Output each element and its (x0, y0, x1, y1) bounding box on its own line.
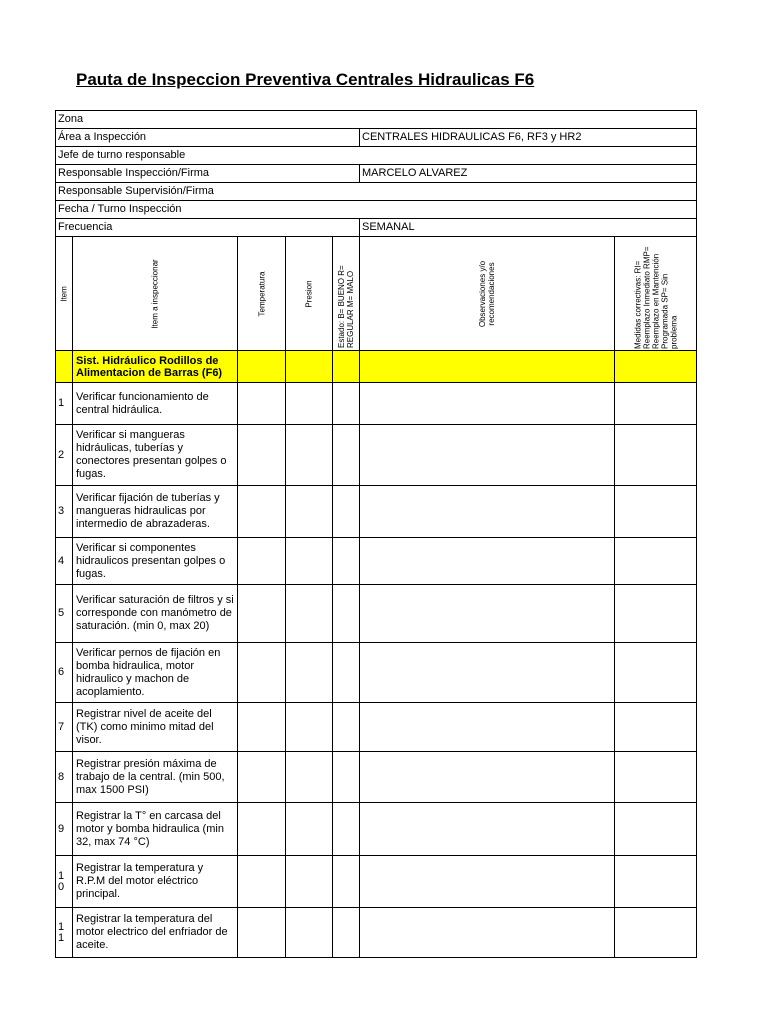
medidas-cell[interactable] (615, 908, 697, 958)
info-label: Zona (56, 111, 697, 129)
observaciones-cell[interactable] (360, 703, 615, 752)
observaciones-cell[interactable] (360, 908, 615, 958)
estado-cell[interactable] (333, 486, 360, 538)
medidas-cell[interactable] (615, 538, 697, 585)
item-description: Registrar la temperatura del motor electrico del enfriador de aceite. (73, 908, 238, 958)
table-row (56, 703, 697, 752)
temperatura-cell[interactable] (238, 425, 286, 486)
presion-cell[interactable] (286, 908, 333, 958)
estado-cell[interactable] (333, 856, 360, 908)
inspection-table (55, 110, 697, 958)
column-header-estado: Estado: B= BUENO R= REGULAR M= MALO (333, 237, 360, 351)
item-number: 6 (56, 643, 73, 703)
observaciones-cell[interactable] (360, 538, 615, 585)
estado-cell[interactable] (333, 908, 360, 958)
info-label: Responsable Supervisión/Firma (56, 183, 697, 201)
section-row (56, 351, 697, 383)
table-row (56, 486, 697, 538)
observaciones-cell[interactable] (360, 383, 615, 425)
estado-cell[interactable] (333, 383, 360, 425)
item-description: Verificar fijación de tuberías y mangueras hidraulicas por intermedio de abrazaderas. (73, 486, 238, 538)
estado-cell[interactable] (333, 585, 360, 643)
temperatura-cell[interactable] (238, 856, 286, 908)
table-row (56, 425, 697, 486)
column-header-row (56, 237, 697, 351)
presion-cell[interactable] (286, 585, 333, 643)
item-description: Registrar la T° en carcasa del motor y bomba hidraulica (min 32, max 74 °C) (73, 803, 238, 856)
item-number: 1 (56, 383, 73, 425)
column-header-temperatura: Temperatura (238, 237, 286, 351)
estado-cell[interactable] (333, 803, 360, 856)
item-description: Verificar saturación de filtros y si corresponde con manómetro de saturación. (min 0, max 20) (73, 585, 238, 643)
presion-cell[interactable] (286, 486, 333, 538)
presion-cell[interactable] (286, 425, 333, 486)
table-row (56, 383, 697, 425)
table-row (56, 856, 697, 908)
estado-cell[interactable] (333, 425, 360, 486)
item-number: 4 (56, 538, 73, 585)
estado-cell[interactable] (333, 643, 360, 703)
column-header-medidas: Medidas correctivas: RI= Reemplazo Inmediato RMP= Reemplazo en Mantención Programada SP= Sin problema (615, 237, 697, 351)
presion-cell[interactable] (286, 383, 333, 425)
info-row-area (56, 129, 697, 147)
presion-cell[interactable] (286, 703, 333, 752)
estado-cell[interactable] (333, 752, 360, 803)
item-number: 10 (56, 856, 73, 908)
medidas-cell[interactable] (615, 486, 697, 538)
medidas-cell[interactable] (615, 585, 697, 643)
info-label: Responsable Inspección/Firma (56, 165, 360, 183)
item-description: Verificar si componentes hidraulicos presentan golpes o fugas. (73, 538, 238, 585)
temperatura-cell[interactable] (238, 703, 286, 752)
item-number: 3 (56, 486, 73, 538)
medidas-cell[interactable] (615, 803, 697, 856)
table-row (56, 908, 697, 958)
estado-cell[interactable] (333, 703, 360, 752)
table-row (56, 643, 697, 703)
presion-cell[interactable] (286, 752, 333, 803)
observaciones-cell[interactable] (360, 752, 615, 803)
presion-cell[interactable] (286, 643, 333, 703)
temperatura-cell[interactable] (238, 803, 286, 856)
item-description: Registrar presión máxima de trabajo de la central. (min 500, max 1500 PSI) (73, 752, 238, 803)
info-row-zona (56, 111, 697, 129)
info-row-fecha (56, 201, 697, 219)
presion-cell[interactable] (286, 856, 333, 908)
temperatura-cell[interactable] (238, 908, 286, 958)
item-description: Verificar si mangueras hidráulicas, tuberías y conectores presentan golpes o fugas. (73, 425, 238, 486)
item-number: 5 (56, 585, 73, 643)
observaciones-cell[interactable] (360, 803, 615, 856)
info-value: SEMANAL (360, 219, 697, 237)
info-row-frecuencia (56, 219, 697, 237)
observaciones-cell[interactable] (360, 425, 615, 486)
temperatura-cell[interactable] (238, 383, 286, 425)
info-label: Área a Inspección (56, 129, 360, 147)
info-row-responsable-inspeccion (56, 165, 697, 183)
table-row (56, 752, 697, 803)
item-description: Verificar pernos de fijación en bomba hidraulica, motor hidraulico y machon de acoplamiento. (73, 643, 238, 703)
presion-cell[interactable] (286, 803, 333, 856)
item-number: 9 (56, 803, 73, 856)
temperatura-cell[interactable] (238, 752, 286, 803)
item-description: Registrar nivel de aceite del (TK) como minimo mitad del visor. (73, 703, 238, 752)
item-number: 8 (56, 752, 73, 803)
column-header-item: Item (56, 237, 73, 351)
table-row (56, 538, 697, 585)
presion-cell[interactable] (286, 538, 333, 585)
column-header-observaciones: Observaciones y/o recomendaciones (360, 237, 615, 351)
info-value: CENTRALES HIDRAULICAS F6, RF3 y HR2 (360, 129, 697, 147)
item-number: 2 (56, 425, 73, 486)
info-label: Frecuencia (56, 219, 360, 237)
medidas-cell[interactable] (615, 643, 697, 703)
document-title: Pauta de Inspeccion Preventiva Centrales Hidraulicas F6 (76, 70, 535, 89)
info-label: Jefe de turno responsable (56, 147, 697, 165)
item-description: Verificar funcionamiento de central hidráulica. (73, 383, 238, 425)
info-row-jefe (56, 147, 697, 165)
table-row (56, 803, 697, 856)
medidas-cell[interactable] (615, 856, 697, 908)
observaciones-cell[interactable] (360, 856, 615, 908)
info-row-responsable-supervision (56, 183, 697, 201)
item-number: 7 (56, 703, 73, 752)
item-number: 11 (56, 908, 73, 958)
observaciones-cell[interactable] (360, 643, 615, 703)
medidas-cell[interactable] (615, 752, 697, 803)
column-header-inspect: Item a inspeccionar (73, 237, 238, 351)
info-label: Fecha / Turno Inspección (56, 201, 697, 219)
column-header-presion: Presion (286, 237, 333, 351)
temperatura-cell[interactable] (238, 538, 286, 585)
medidas-cell[interactable] (615, 425, 697, 486)
medidas-cell[interactable] (615, 383, 697, 425)
medidas-cell[interactable] (615, 703, 697, 752)
table-row (56, 585, 697, 643)
observaciones-cell[interactable] (360, 585, 615, 643)
temperatura-cell[interactable] (238, 486, 286, 538)
info-value: MARCELO ALVAREZ (360, 165, 697, 183)
temperatura-cell[interactable] (238, 585, 286, 643)
section-title: Sist. Hidráulico Rodillos de Alimentacion de Barras (F6) (73, 351, 238, 383)
item-description: Registrar la temperatura y R.P.M del motor eléctrico principal. (73, 856, 238, 908)
temperatura-cell[interactable] (238, 643, 286, 703)
estado-cell[interactable] (333, 538, 360, 585)
observaciones-cell[interactable] (360, 486, 615, 538)
